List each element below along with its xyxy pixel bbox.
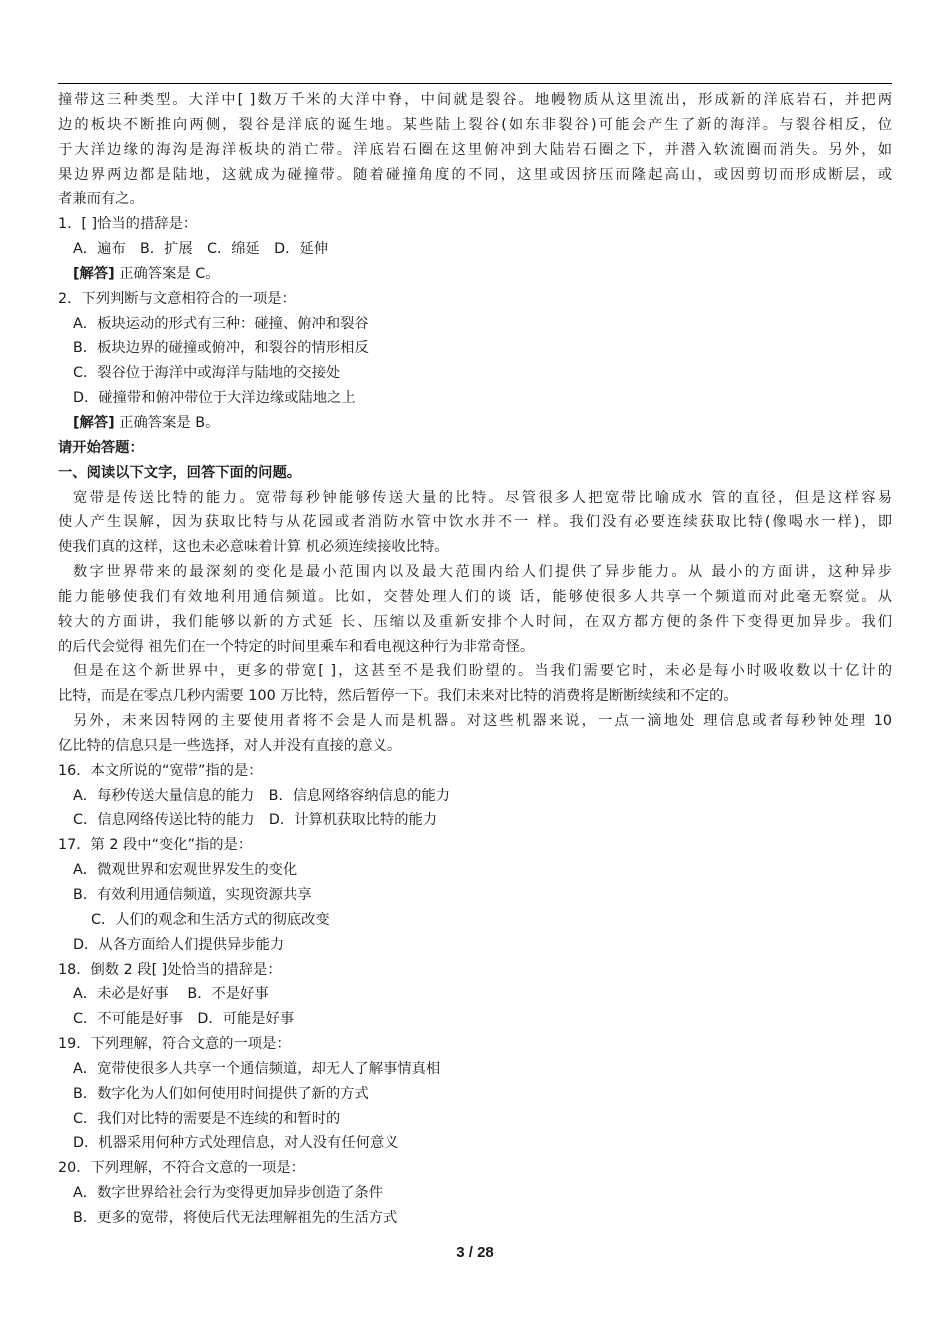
option: A．宽带使很多人共享一个通信频道，却无人了解事情真相 (73, 1060, 441, 1077)
option: C．信息网络传送比特的能力 D．计算机获取比特的能力 (73, 812, 438, 829)
question-1-options: A．遍布 B．扩展 C．绵延 D．延伸 (73, 241, 329, 258)
option: A．未必是好事 B．不是好事 (73, 986, 269, 1003)
paragraph-line: 比特，而是在零点几秒内需要 100 万比特，然后暂停一下。我们未来对比特的消费将是断断续续和不定的。 (58, 688, 738, 705)
answer-label: [解答] (73, 265, 115, 282)
option: A．微观世界和宏观世界发生的变化 (73, 862, 298, 879)
text-line: 撞带这三种类型。大洋中[ ]数万千米的大洋中脊，中间就是裂谷。地幔物质从这里流出，形成新的洋底岩石，并把两 (58, 92, 892, 108)
text-line: 者兼而有之。 (58, 191, 144, 208)
start-heading: 请开始答题： (58, 439, 144, 456)
option: A．板块运动的形式有三种：碰撞、俯冲和裂谷 (73, 315, 369, 332)
document-body (58, 88, 892, 1231)
answer-1 (58, 262, 892, 287)
question-16: 16．本文所说的“宽带”指的是： (58, 762, 263, 779)
paragraph-line: 另外，未来因特网的主要使用者将不会是人而是机器。对这些机器来说，一点一滴地处 理信息或者每秒钟处理 10 (73, 713, 892, 730)
text-line: 于大洋边缘的海沟是海洋板块的消亡带。洋底岩石圈在这里俯冲到大陆岩石圈之下，并潜入软流圈而消失。另外，如 (58, 141, 892, 158)
section-heading: 一、阅读以下文字，回答下面的问题。 (58, 464, 302, 481)
paragraph-line: 数字世界带来的最深刻的变化是最小范围内以及最大范围内给人们提供了异步能力。从 最小的方面讲，这种异步 (73, 564, 892, 581)
option: B．有效利用通信频道，实现资源共享 (73, 887, 312, 903)
header-rule (58, 83, 892, 84)
option: C．不可能是好事 D．可能是好事 (73, 1011, 295, 1028)
question-2: 2．下列判断与文意相符合的一项是： (58, 290, 296, 307)
option: D．从各方面给人们提供异步能力 (73, 936, 285, 953)
paragraph-line: 较大的方面讲，我们能够以新的方式延 长、压缩以及重新安排个人时间，在双方都方便的条件下变得更加异步。我们 (58, 613, 892, 630)
question-19: 19．下列理解，符合文意的一项是： (58, 1036, 291, 1053)
text-line: 边的板块不断推向两侧，裂谷是洋底的诞生地。某些陆上裂谷(如东非裂谷)可能会产生了新的海洋。与裂谷相反，位 (58, 116, 892, 133)
answer-text: 正确答案是 B。 (114, 414, 220, 431)
option: A．每秒传送大量信息的能力 B．信息网络容纳信息的能力 (73, 787, 451, 804)
option: D．机器采用何种方式处理信息，对人没有任何意义 (73, 1135, 399, 1152)
paragraph-line: 使我们真的这样，这也未必意味着计算 机必须连续接收比特。 (58, 539, 449, 556)
paragraph-line: 的后代会觉得 祖先们在一个特定的时间里乘车和看电视这种行为非常奇怪。 (58, 638, 535, 655)
option: A．数字世界给社会行为变得更加异步创造了条件 (73, 1185, 384, 1202)
answer-label: [解答] (73, 414, 115, 431)
paragraph-line: 能力能够使我们有效地利用通信频道。比如，交替处理人们的谈 话，能够使很多人共享一个频道而对此毫无察觉。从 (58, 588, 892, 605)
answer-2 (58, 411, 892, 436)
option: B．数字化为人们如何使用时间提供了新的方式 (73, 1085, 369, 1102)
answer-text: 正确答案是 C。 (114, 265, 220, 282)
paragraph-line: 但是在这个新世界中，更多的带宽[ ]，这甚至不是我们盼望的。当我们需要它时，未必是每小时吸收数以十亿计的 (73, 663, 892, 680)
question-20: 20．下列理解，不符合文意的一项是： (58, 1160, 305, 1177)
paragraph-line: 使人产生误解，因为获取比特与从花园或者消防水管中饮水并不一 样。我们没有必要连续获取比特(像喝水一样)，即 (58, 514, 892, 531)
question-18: 18．倒数 2 段[ ]处恰当的措辞是： (58, 961, 282, 978)
page-number: 3 / 28 (456, 1244, 494, 1261)
option: D．碰撞带和俯冲带位于大洋边缘或陆地之上 (73, 390, 356, 407)
question-17: 17．第 2 段中“变化”指的是： (58, 837, 253, 854)
text-line: 果边界两边都是陆地，这就成为碰撞带。随着碰撞角度的不同，这里或因挤压而隆起高山，或因剪切而形成断层，或 (58, 166, 892, 183)
option: B．更多的宽带，将使后代无法理解祖先的生活方式 (73, 1209, 398, 1226)
paragraph-line: 宽带是传送比特的能力。宽带每秒钟能够传送大量的比特。尽管很多人把宽带比喻成水 管的直径，但是这样容易 (73, 489, 892, 506)
option: B．板块边界的碰撞或俯冲，和裂谷的情形相反 (73, 340, 369, 357)
question-1: 1．[ ]恰当的措辞是： (58, 216, 198, 233)
option: C．我们对比特的需要是不连续的和暂时的 (73, 1110, 341, 1127)
option: C．人们的观念和生活方式的彻底改变 (91, 911, 330, 928)
paragraph-line: 亿比特的信息只是一些选择，对人并没有直接的意义。 (58, 737, 402, 754)
option: C．裂谷位于海洋中或海洋与陆地的交接处 (73, 365, 341, 382)
